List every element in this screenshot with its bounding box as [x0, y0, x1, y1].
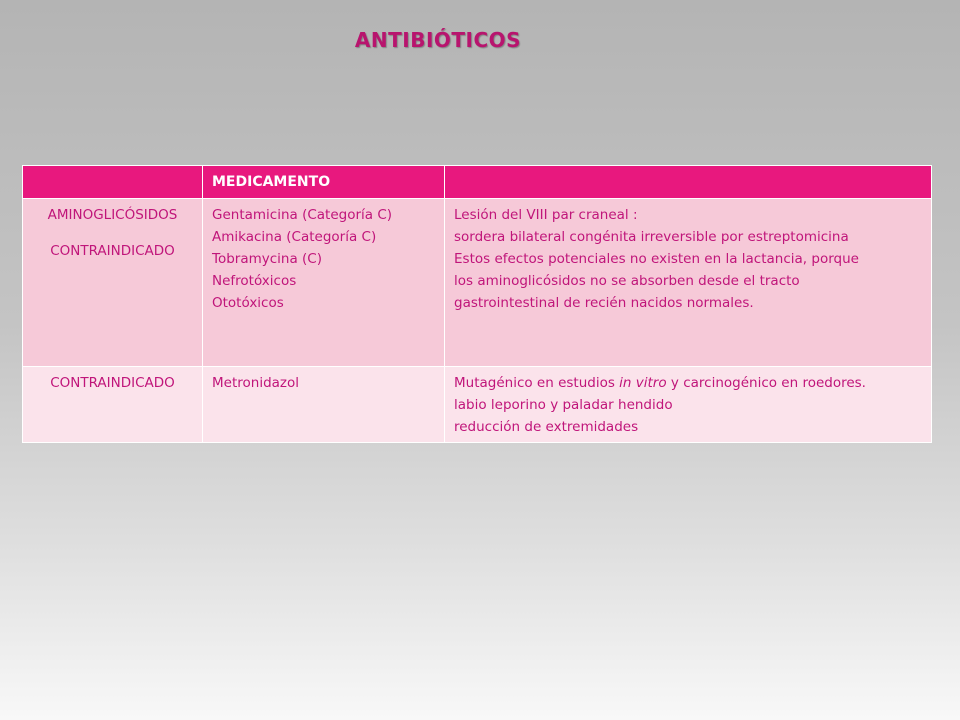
effect-line: los aminoglicósidos no se absorben desde el tracto	[454, 273, 800, 289]
table-row	[23, 199, 932, 367]
category-label-aminoglicosidos: AMINOGLICÓSIDOS	[47, 207, 178, 223]
effect-line: sordera bilateral congénita irreversible por estreptomicina	[454, 229, 849, 245]
antibiotics-table-container	[22, 165, 931, 443]
header-cell-medicamento: MEDICAMENTO	[203, 166, 445, 199]
effect-line: Lesión del VIII par craneal :	[454, 207, 638, 223]
effect-line: reducción de extremidades	[454, 419, 639, 435]
drug-item: Nefrotóxicos	[212, 273, 297, 289]
category-cell	[23, 367, 203, 443]
category-label-contraindicado: CONTRAINDICADO	[50, 243, 175, 259]
effect-line: Estos efectos potenciales no existen en la lactancia, porque	[454, 251, 859, 267]
drug-item: Gentamicina (Categoría C)	[212, 207, 393, 223]
category-label-contraindicado: CONTRAINDICADO	[50, 375, 175, 391]
effect-text: Mutagénico en estudios	[454, 375, 620, 391]
drugs-cell	[203, 367, 445, 443]
drug-item: Amikacina (Categoría C)	[212, 229, 377, 245]
antibiotics-table	[22, 165, 932, 443]
drug-item: Ototóxicos	[212, 295, 284, 311]
header-cell-effects	[445, 166, 932, 199]
table-row	[23, 367, 932, 443]
drugs-cell	[203, 199, 445, 367]
effect-line: gastrointestinal de recién nacidos normales.	[454, 295, 754, 311]
drug-item: Tobramycina (C)	[212, 251, 322, 267]
effects-cell	[445, 199, 932, 367]
table-header-row	[23, 166, 932, 199]
effect-italic-text: in vitro	[619, 375, 667, 391]
header-cell-category	[23, 166, 203, 199]
effect-line	[454, 372, 923, 394]
effects-cell	[445, 367, 932, 443]
effect-line: labio leporino y paladar hendido	[454, 397, 673, 413]
category-cell	[23, 199, 203, 367]
drug-item: Metronidazol	[212, 375, 300, 391]
slide-title: ANTIBIÓTICOS	[354, 28, 522, 52]
effect-text: y carcinogénico en roedores.	[666, 375, 866, 391]
